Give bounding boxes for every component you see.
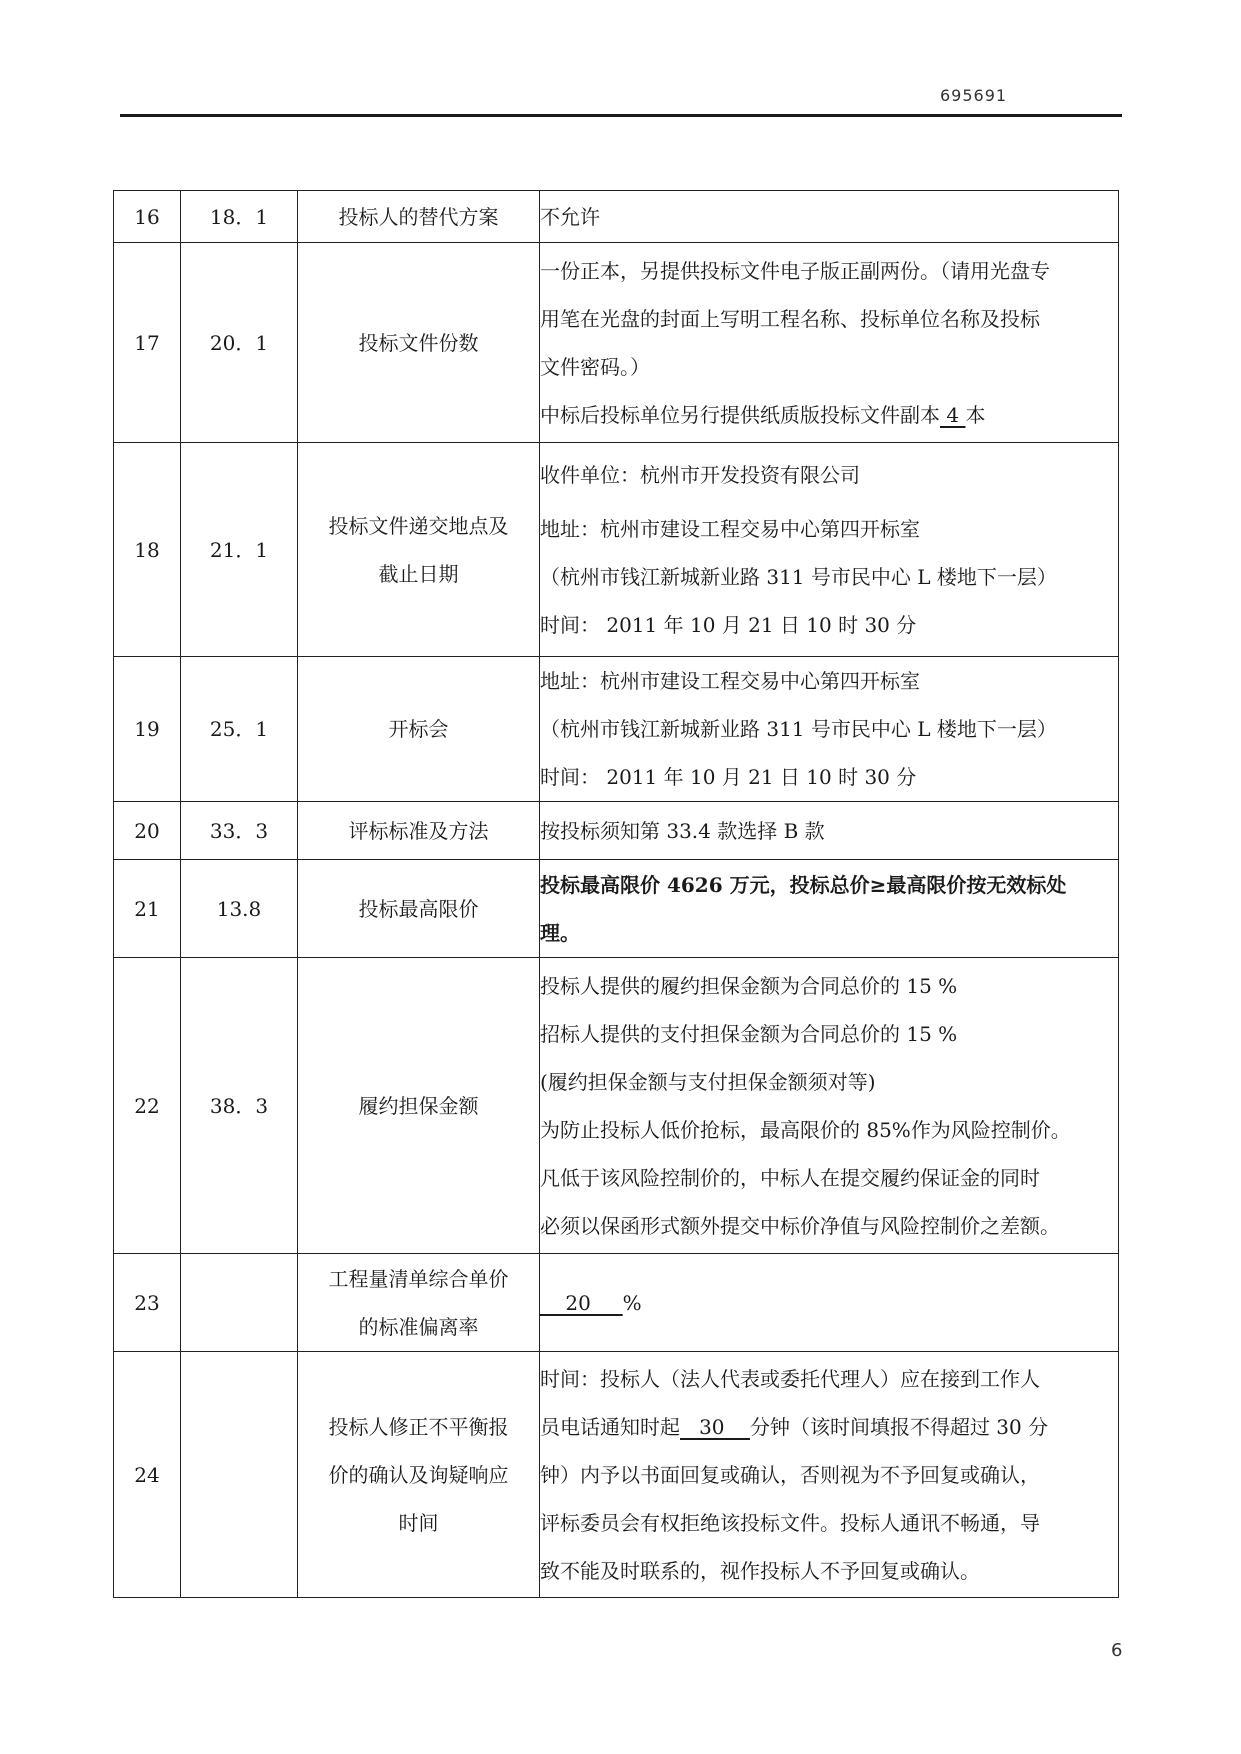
item-name: 开标会 <box>298 657 540 802</box>
page-number: 6 <box>1111 1640 1123 1661</box>
clause-number: 20．1 <box>181 243 298 443</box>
item-name: 工程量清单综合单价 的标准偏离率 <box>298 1254 540 1352</box>
table-row <box>114 443 1119 657</box>
item-content: 按投标须知第 33.4 款选择 B 款 <box>540 802 1119 860</box>
table-row <box>114 1254 1119 1352</box>
clause-number: 25．1 <box>181 657 298 802</box>
clause-number: 18．1 <box>181 191 298 243</box>
item-name: 投标人的替代方案 <box>298 191 540 243</box>
item-content: 时间：投标人（法人代表或委托代理人）应在接到工作人 员电话通知时起 30 分钟（该时间填报不得超过 30 分 钟）内予以书面回复或确认，否则视为不予回复或确认， 评标委员会有权拒绝该投标文件。投标人通讯不畅通，导 致不能及时联系的，视作投标人不予回复或确认。 <box>540 1352 1119 1598</box>
copies-blank: 4 <box>940 402 966 427</box>
clause-number: 38．3 <box>181 958 298 1254</box>
item-content: 投标人提供的履约担保金额为合同总价的 15 % 招标人提供的支付担保金额为合同总价的 15 % (履约担保金额与支付担保金额须对等) 为防止投标人低价抢标，最高限价的 85%作为风险控制价。 凡低于该风险控制价的，中标人在提交履约保证金的同时 必须以保函形式额外提交中标价净值与风险控制价之差额。 <box>540 958 1119 1254</box>
table-row <box>114 657 1119 802</box>
row-number: 17 <box>114 243 181 443</box>
row-number: 21 <box>114 860 181 958</box>
clause-number: 33．3 <box>181 802 298 860</box>
clause-number <box>181 1254 298 1352</box>
item-content: 地址：杭州市建设工程交易中心第四开标室 （杭州市钱江新城新业路 311 号市民中心 L 楼地下一层） 时间： 2011 年 10 月 21 日 10 时 30 分 <box>540 657 1119 802</box>
item-content: 投标最高限价 4626 万元，投标总价≥最高限价按无效标处 理。 <box>540 860 1119 958</box>
row-number: 20 <box>114 802 181 860</box>
item-content: 一份正本，另提供投标文件电子版正副两份。（请用光盘专 用笔在光盘的封面上写明工程名称、投标单位名称及投标 文件密码。） 中标后投标单位另行提供纸质版投标文件副本 4 本 <box>540 243 1119 443</box>
row-number: 18 <box>114 443 181 657</box>
row-number: 24 <box>114 1352 181 1598</box>
item-name: 投标文件递交地点及 截止日期 <box>298 443 540 657</box>
item-content: 收件单位：杭州市开发投资有限公司 地址：杭州市建设工程交易中心第四开标室 （杭州市钱江新城新业路 311 号市民中心 L 楼地下一层） 时间： 2011 年 10 月 21 日 10 时 30 分 <box>540 443 1119 657</box>
row-number: 19 <box>114 657 181 802</box>
row-number: 16 <box>114 191 181 243</box>
item-content: 不允许 <box>540 191 1119 243</box>
table-row <box>114 860 1119 958</box>
row-number: 23 <box>114 1254 181 1352</box>
item-content: 20 % <box>540 1254 1119 1352</box>
specification-table <box>113 190 1119 1598</box>
table-row <box>114 191 1119 243</box>
clause-number: 13.8 <box>181 860 298 958</box>
clause-number: 21．1 <box>181 443 298 657</box>
document-code: 695691 <box>940 86 1008 105</box>
clause-number <box>181 1352 298 1598</box>
header-rule <box>120 114 1122 117</box>
item-name: 评标标准及方法 <box>298 802 540 860</box>
minutes-blank: 30 <box>680 1414 750 1439</box>
row-number: 22 <box>114 958 181 1254</box>
table-row <box>114 802 1119 860</box>
item-name: 投标文件份数 <box>298 243 540 443</box>
table-row <box>114 243 1119 443</box>
item-name: 履约担保金额 <box>298 958 540 1254</box>
deviation-rate-blank: 20 <box>540 1290 623 1315</box>
table-row <box>114 958 1119 1254</box>
item-name: 投标人修正不平衡报 价的确认及询疑响应 时间 <box>298 1352 540 1598</box>
item-name: 投标最高限价 <box>298 860 540 958</box>
table-row <box>114 1352 1119 1598</box>
